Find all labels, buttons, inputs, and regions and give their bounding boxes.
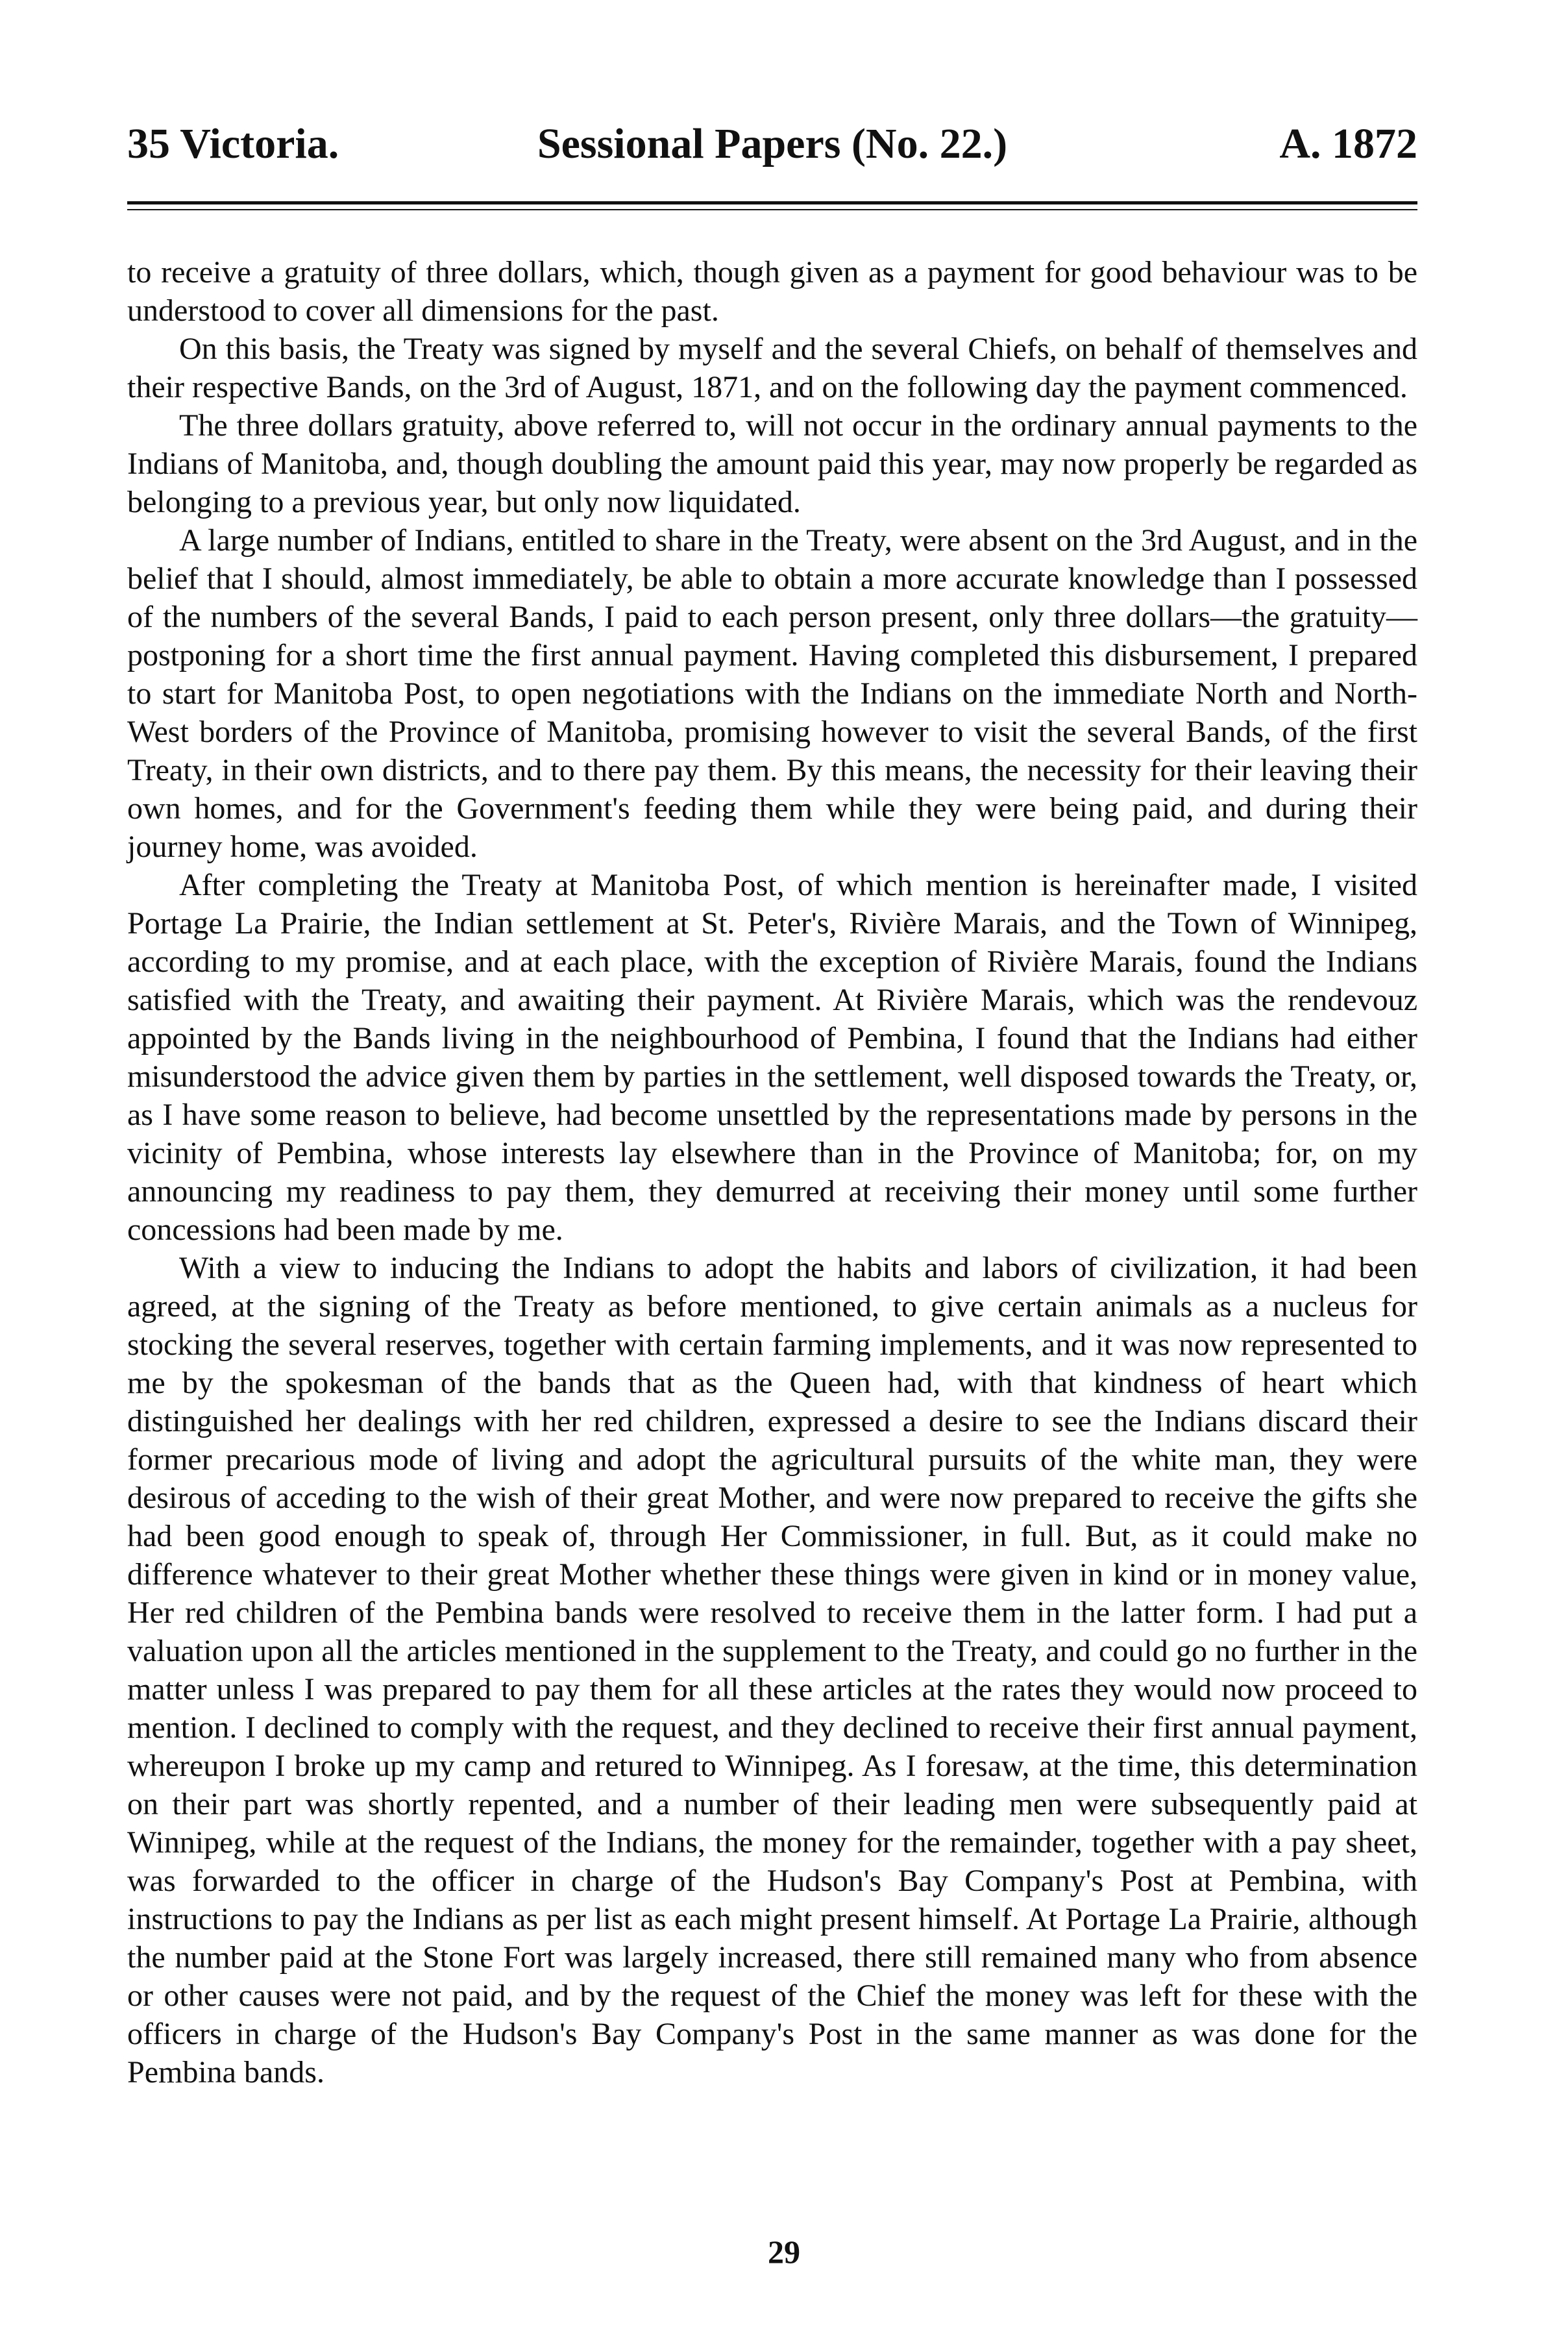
header-rule-thin: [127, 209, 1417, 210]
header-title: Sessional Papers (No. 22.): [537, 120, 1008, 167]
paragraph-3: The three dollars gratuity, above referred to, will not occur in the ordinary annual payments to the Indians of Manitoba, and, though doubling the amount paid this year, may now properly be regarded as belonging to a previous year, but only now liquidated.: [127, 408, 1417, 519]
header-year: A. 1872: [1279, 120, 1417, 167]
paragraph-1: to receive a gratuity of three dollars, which, though given as a payment for good behaviour was to be understood to cover all dimensions for the past.: [127, 255, 1417, 328]
header-rule-thick: [127, 201, 1417, 204]
header-volume: 35 Victoria.: [127, 120, 339, 167]
paragraph-4: A large number of Indians, entitled to share in the Treaty, were absent on the 3rd August, and in the belief that I should, almost immediately, be able to obtain a more accurate knowledge than I possessed of the numbers of the several Bands, I paid to each person present, only three dollars—the gratuity—postponing for a short time the first annual payment. Having completed this disbursement, I prepared to start for Manitoba Post, to open negotiations with the Indians on the immediate North and North-West borders of the Province of Manitoba, promising however to visit the several Bands, of the first Treaty, in their own districts, and to there pay them. By this means, the necessity for their leaving their own homes, and for the Government's feeding them while they were being paid, and during their journey home, was avoided.: [127, 523, 1417, 864]
body-text: [127, 253, 1417, 2091]
running-header: [127, 119, 1417, 178]
paragraph-5: After completing the Treaty at Manitoba Post, of which mention is hereinafter made, I visited Portage La Prairie, the Indian settlement at St. Peter's, Rivière Marais, and the Town of Winnipeg, according to my promise, and at each place, with the exception of Rivière Marais, found the Indians satisfied with the Treaty, and awaiting their payment. At Rivière Marais, which was the rendevouz appointed by the Bands living in the neighbourhood of Pembina, I found that the Indians had either misunderstood the advice given them by parties in the settlement, well disposed towards the Treaty, or, as I have some reason to believe, had become unsettled by the representations made by persons in the vicinity of Pembina, whose interests lay elsewhere than in the Province of Manitoba; for, on my announcing my readiness to pay them, they demurred at receiving their money until some further concessions had been made by me.: [127, 868, 1417, 1247]
paragraph-2: On this basis, the Treaty was signed by myself and the several Chiefs, on behalf of themselves and their respective Bands, on the 3rd of August, 1871, and on the following day the payment commenced.: [127, 332, 1417, 404]
page-number: 29: [768, 2234, 800, 2270]
paragraph-6: With a view to inducing the Indians to adopt the habits and labors of civilization, it had been agreed, at the signing of the Treaty as before mentioned, to give certain animals as a nucleus for stocking the several reserves, together with certain farming implements, and it was now represented to me by the spokesman of the bands that as the Queen had, with that kindness of heart which distinguished her dealings with her red children, expressed a desire to see the Indians discard their former precarious mode of living and adopt the agricultural pursuits of the white man, they were desirous of acceding to the wish of their great Mother, and were now prepared to receive the gifts she had been good enough to speak of, through Her Commissioner, in full. But, as it could make no difference whatever to their great Mother whether these things were given in kind or in money value, Her red children of the Pembina bands were resolved to receive them in the latter form. I had put a valuation upon all the articles mentioned in the supplement to the Treaty, and could go no further in the matter unless I was prepared to pay them for all these articles at the rates they would now proceed to mention. I declined to comply with the request, and they declined to receive their first annual payment, whereupon I broke up my camp and retured to Winnipeg. As I foresaw, at the time, this determination on their part was shortly repented, and a number of their leading men were subsequently paid at Winnipeg, while at the request of the Indians, the money for the remainder, together with a pay sheet, was forwarded to the officer in charge of the Hudson's Bay Company's Post at Pembina, with instructions to pay the Indians as per list as each might present himself. At Portage La Prairie, although the number paid at the Stone Fort was largely increased, there still remained many who from absence or other causes were not paid, and by the request of the Chief the money was left for these with the officers in charge of the Hudson's Bay Company's Post in the same manner as was done for the Pembina bands.: [127, 1251, 1417, 2089]
